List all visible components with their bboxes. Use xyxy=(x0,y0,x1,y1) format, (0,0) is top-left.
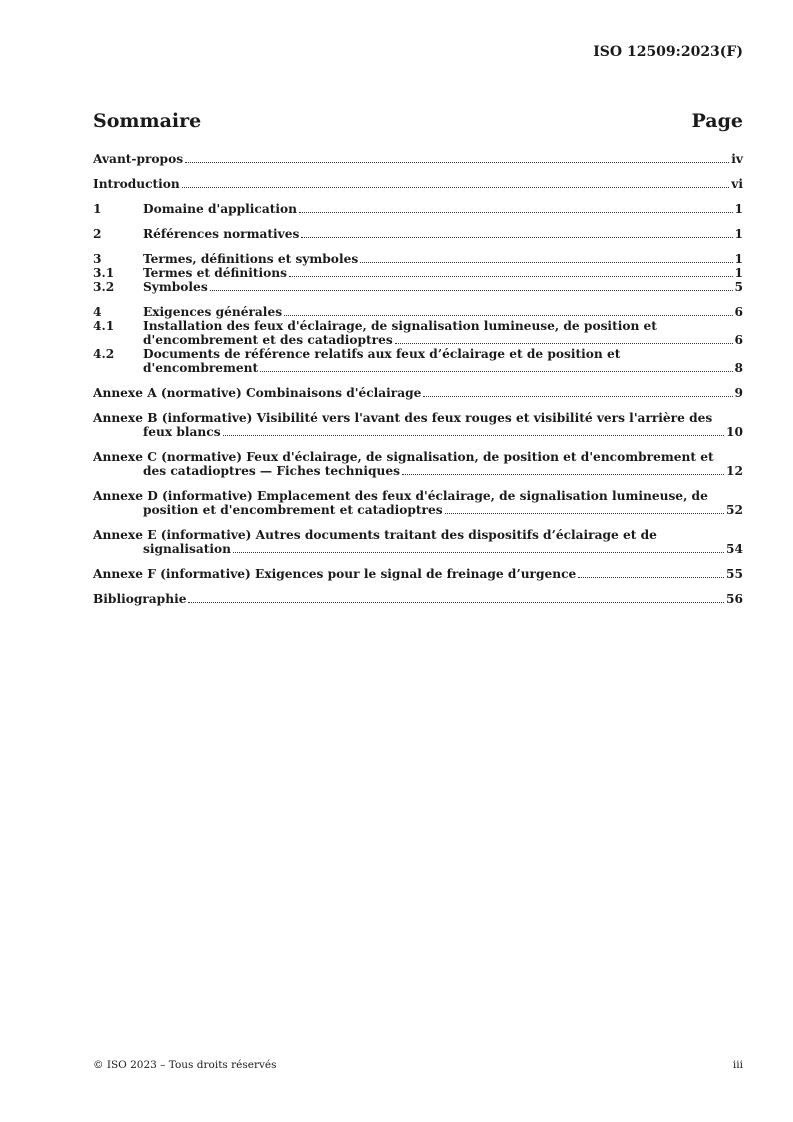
toc-leader-dots xyxy=(423,396,732,397)
toc-entry[interactable] xyxy=(93,266,743,280)
toc-entry[interactable] xyxy=(93,202,743,216)
toc-entry-title: Domaine d'application xyxy=(143,202,297,216)
toc-entry-title: Annexe F (informative) Exigences pour le signal de freinage d’urgence xyxy=(93,567,577,581)
toc-entry-number: 2 xyxy=(93,227,102,241)
toc-entry-title: Annexe B (informative) Visibilité vers l'avant des feux rouges et visibilité vers l'arrière des xyxy=(93,411,713,425)
toc-entry-number: 4.2 xyxy=(93,347,115,361)
toc-title: Sommaire xyxy=(93,110,202,132)
toc-leader-dots xyxy=(289,276,733,277)
toc-entry-title: d'encombrement xyxy=(143,361,259,375)
toc-entry-number: 3 xyxy=(93,252,102,266)
toc-leader-dots xyxy=(395,343,733,344)
toc-entry-title: Exigences générales xyxy=(143,305,283,319)
toc-entry-page: vi xyxy=(731,177,743,191)
toc-leader-dots xyxy=(445,513,724,514)
toc-entry-page: iv xyxy=(731,152,743,166)
toc-leader-dots xyxy=(578,577,724,578)
toc-entry-page: 8 xyxy=(734,361,743,375)
toc-entry-number: 3.1 xyxy=(93,266,115,280)
toc-leader-dots xyxy=(260,371,732,372)
toc-entry-number: 1 xyxy=(93,202,102,216)
toc-entry-title: signalisation xyxy=(143,542,232,556)
toc-entry-page: 56 xyxy=(726,592,743,606)
toc-entry-page: 12 xyxy=(726,464,743,478)
toc-entry-title: d'encombrement et des catadioptres xyxy=(143,333,393,347)
toc-leader-dots xyxy=(299,212,733,213)
toc-entry-page: 6 xyxy=(734,305,743,319)
toc-entry[interactable] xyxy=(93,319,743,347)
toc-entry-page: 1 xyxy=(734,202,743,216)
toc-entry-page: 55 xyxy=(726,567,743,581)
toc-entry[interactable] xyxy=(93,252,743,266)
toc-entry-title: Termes et définitions xyxy=(143,266,287,280)
toc-entry-title: Symboles xyxy=(143,280,208,294)
toc-header xyxy=(93,110,743,136)
toc-entry-title: Annexe D (informative) Emplacement des feux d'éclairage, de signalisation lumineuse, de xyxy=(93,489,708,503)
footer-copyright: © ISO 2023 – Tous droits réservés xyxy=(93,1059,277,1071)
toc-leader-dots xyxy=(210,290,733,291)
toc-entry-page: 1 xyxy=(734,227,743,241)
toc-entry[interactable] xyxy=(93,567,743,581)
toc-entry[interactable] xyxy=(93,152,743,166)
toc-entry-page: 1 xyxy=(734,266,743,280)
toc-entry-page: 10 xyxy=(726,425,743,439)
table-of-contents xyxy=(93,152,743,606)
toc-leader-dots xyxy=(402,474,724,475)
toc-entry[interactable] xyxy=(93,528,743,556)
toc-entry[interactable] xyxy=(93,592,743,606)
toc-entry[interactable] xyxy=(93,411,743,439)
toc-entry-title: position et d'encombrement et catadioptres xyxy=(143,503,443,517)
toc-entry-title: Documents de référence relatifs aux feux d’éclairage et de position et xyxy=(143,347,621,361)
toc-leader-dots xyxy=(223,435,724,436)
toc-leader-dots xyxy=(284,315,732,316)
footer-page-number: iii xyxy=(732,1059,743,1071)
document-id: ISO 12509:2023(F) xyxy=(593,44,743,60)
toc-entry-page: 54 xyxy=(726,542,743,556)
toc-leader-dots xyxy=(182,187,729,188)
toc-entry[interactable] xyxy=(93,305,743,319)
toc-entry-title: Introduction xyxy=(93,177,180,191)
toc-entry-title: Annexe C (normative) Feux d'éclairage, de signalisation, de position et d'encombrement et xyxy=(93,450,714,464)
toc-entry[interactable] xyxy=(93,386,743,400)
toc-entry[interactable] xyxy=(93,347,743,375)
toc-entry-title: Termes, définitions et symboles xyxy=(143,252,359,266)
toc-entry[interactable] xyxy=(93,177,743,191)
toc-leader-dots xyxy=(233,552,724,553)
toc-leader-dots xyxy=(185,162,729,163)
toc-entry-number: 4.1 xyxy=(93,319,115,333)
page-column-label: Page xyxy=(691,110,743,132)
toc-entry-title: Avant-propos xyxy=(93,152,184,166)
toc-entry-title: des catadioptres — Fiches techniques xyxy=(143,464,400,478)
toc-entry[interactable] xyxy=(93,450,743,478)
toc-leader-dots xyxy=(360,262,732,263)
toc-entry-title: Annexe A (normative) Combinaisons d'éclairage xyxy=(93,386,422,400)
toc-entry-title: Références normatives xyxy=(143,227,300,241)
toc-entry-page: 1 xyxy=(734,252,743,266)
toc-entry[interactable] xyxy=(93,489,743,517)
toc-leader-dots xyxy=(301,237,732,238)
toc-entry-title: Installation des feux d'éclairage, de signalisation lumineuse, de position et xyxy=(143,319,657,333)
toc-entry-title: Annexe E (informative) Autres documents traitant des dispositifs d’éclairage et de xyxy=(93,528,657,542)
toc-entry-page: 52 xyxy=(726,503,743,517)
toc-entry-number: 3.2 xyxy=(93,280,115,294)
toc-entry-number: 4 xyxy=(93,305,102,319)
toc-entry-title: Bibliographie xyxy=(93,592,187,606)
toc-entry-page: 5 xyxy=(734,280,743,294)
toc-leader-dots xyxy=(188,602,724,603)
toc-entry[interactable] xyxy=(93,227,743,241)
toc-entry-page: 9 xyxy=(734,386,743,400)
toc-entry-page: 6 xyxy=(734,333,743,347)
toc-entry[interactable] xyxy=(93,280,743,294)
toc-entry-title: feux blancs xyxy=(143,425,221,439)
